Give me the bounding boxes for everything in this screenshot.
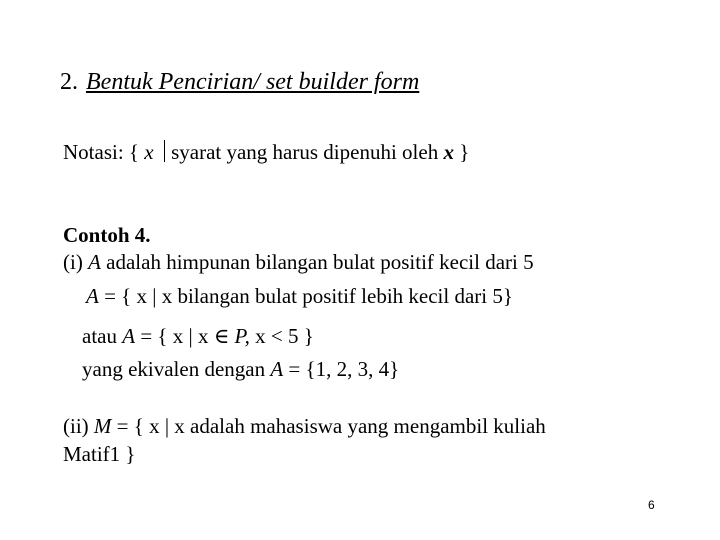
set-a-variable-4: A bbox=[270, 357, 284, 381]
example-i-text: adalah himpunan bilangan bulat positif kecil dari 5 bbox=[106, 250, 534, 274]
example-title: Contoh 4. bbox=[63, 223, 151, 247]
or-rest: x < 5 } bbox=[249, 324, 314, 348]
example-i-alt bbox=[82, 326, 314, 347]
such-that-bar bbox=[164, 140, 166, 162]
section-heading bbox=[60, 70, 419, 94]
notation-variable: x bbox=[144, 140, 154, 164]
example-ii-label: (ii) bbox=[63, 414, 89, 438]
notation-condition: syarat yang harus dipenuhi oleh bbox=[171, 140, 439, 164]
example-i-equivalent bbox=[82, 359, 399, 380]
element-of-symbol: ∈ bbox=[213, 324, 230, 348]
set-a-variable: A bbox=[88, 250, 101, 274]
equiv-rest: = {1, 2, 3, 4} bbox=[288, 357, 400, 381]
set-p: P, bbox=[234, 324, 250, 348]
or-equation: = { x | x bbox=[135, 324, 209, 348]
set-a-variable-2: A bbox=[86, 284, 99, 308]
notation-variable-2: x bbox=[443, 140, 454, 164]
or-prefix: atau bbox=[82, 324, 117, 348]
example-ii-continuation: Matif1 } bbox=[63, 442, 136, 466]
notation-close-brace: } bbox=[459, 140, 470, 164]
notation-label: Notasi: bbox=[63, 140, 124, 164]
example-i-label: (i) bbox=[63, 250, 83, 274]
heading-number: 2. bbox=[60, 69, 78, 95]
equiv-prefix: yang ekivalen dengan bbox=[82, 357, 266, 381]
example-i-set bbox=[86, 286, 513, 307]
notation-open-brace: { bbox=[128, 140, 140, 164]
page-number: 6 bbox=[648, 498, 655, 512]
set-a-variable-3: A bbox=[122, 324, 136, 348]
example-ii bbox=[63, 416, 546, 437]
heading-title: Bentuk Pencirian/ set builder form bbox=[86, 69, 420, 95]
example-i-set-text: = { x | x bilangan bulat positif lebih kecil dari 5} bbox=[104, 284, 513, 308]
set-m-variable: M bbox=[93, 414, 112, 438]
example-i-intro bbox=[63, 252, 534, 273]
example-ii-text: = { x | x adalah mahasiswa yang mengambil kuliah bbox=[116, 414, 546, 438]
notation-line bbox=[63, 140, 469, 163]
